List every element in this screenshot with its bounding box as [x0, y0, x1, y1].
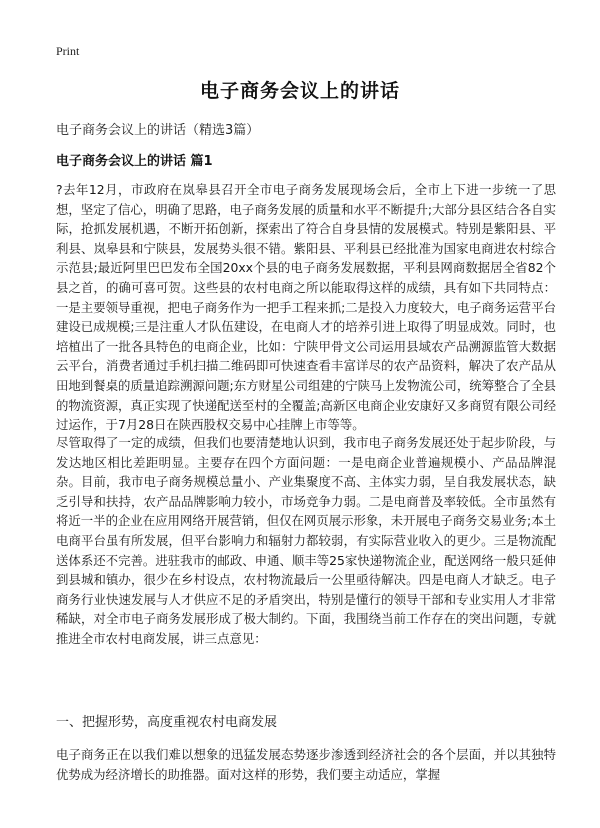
document-subtitle: 电子商务会议上的讲话（精选3篇） [56, 123, 260, 138]
paragraph-3: 电子商务正在以我们难以想象的迅猛发展态势逐步渗透到经济社会的各个层面，并以其独特优势成为经济增长的助推器。面对这样的形势，我们要主动适应，掌握 [56, 747, 556, 782]
section-heading: 电子商务会议上的讲话 篇1 [56, 154, 213, 169]
print-label[interactable]: Print [56, 44, 80, 58]
paragraph-1: ?去年12月，市政府在岚皋县召开全市电子商务发展现场会后，全市上下进一步统一了思想，坚定了信心，明确了思路，电子商务发展的质量和水平不断提升;大部分县区结合各自实际，抢抓发展机遇，不断开拓创新，探索出了符合自身县情的发展模式。特别是紫阳县、平利县、岚皋县和宁陕县，发展势头很不错。紫阳县、平利县已经批准为国家电商进农村综合示范县;最近阿里巴巴发布全国20xx个县的电子商务发展数据，平利县网商数据居全省82个县之首，的确可喜可贺。这些县的农村电商之所以能取得这样的成绩，具有如下共同特点：一是主要领导重视，把电子商务作为一把手工程来抓;二是投入力度较大，电子商务运营平台建设已成规模;三是注重人才队伍建设，在电商人才的培养引进上取得了明显成效。同时，也培植出了一批各具特色的电商企业，比如：宁陕甲骨文公司运用县域农产品溯源监管大数据云平台，消费者通过手机扫描二维码即可快速查看丰富详尽的农产品资料，解决了农产品从田地到餐桌的质量追踪溯源问题;东方财星公司组建的宁陕马上发物流公司，统筹整合了全县的物流资源，真正实现了快递配送至村的全覆盖;高新区电商企业安康好又多商贸有限公司经过运作，于7月28日在陕西股权交易中心挂牌上市等等。 [56, 182, 556, 433]
paragraph-2: 尽管取得了一定的成绩，但我们也要清楚地认识到，我市电子商务发展还处于起步阶段，与发达地区相比差距明显。主要存在四个方面问题：一是电商企业普遍规模小、产品品牌混杂。目前，我市电子商务规模总量小、产业集聚度不高、主体实力弱，呈自我发展状态，缺乏引导和扶持，农产品品牌影响力较小，市场竞争力弱。二是电商普及率较低。全市虽然有将近一半的企业在应用网络开展营销，但仅在网页展示形象，未开展电子商务交易业务;本土电商平台虽有所发展，但平台影响力和辐射力都较弱，有实际营业收入的更少。三是物流配送体系还不完善。进驻我市的邮政、申通、顺丰等25家快递物流企业，配送网络一般只延伸到县城和镇办，很少在乡村设点，农村物流最后一公里亟待解决。四是电商人才缺乏。电子商务行业快速发展与人才供应不足的矛盾突出，特别是懂行的领导干部和专业实用人才非常稀缺，对全市电子商务发展形成了极大制约。下面，我围绕当前工作存在的突出问题，专就推进全市农村电商发展，讲三点意见： [56, 435, 556, 646]
page-title: 电子商务会议上的讲话 [199, 80, 400, 102]
subsection-heading: 一、把握形势，高度重视农村电商发展 [56, 715, 278, 730]
